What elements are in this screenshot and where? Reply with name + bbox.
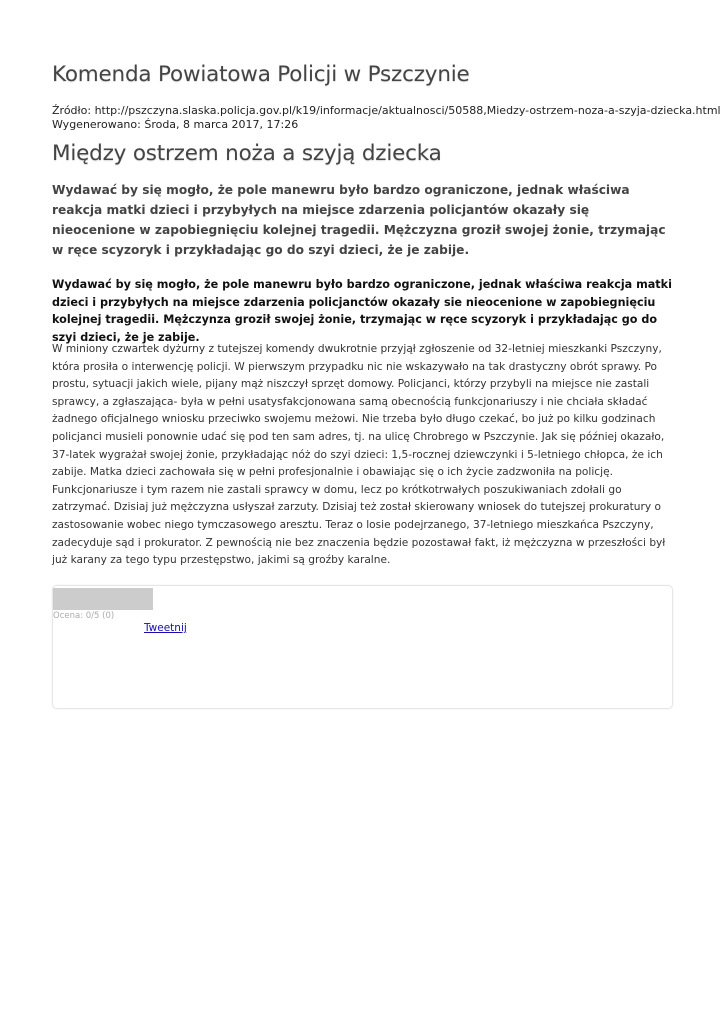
article-title: Między ostrzem noża a szyją dziecka xyxy=(52,141,442,166)
rating-panel xyxy=(52,585,673,709)
tweet-link[interactable]: Tweetnij xyxy=(144,622,187,634)
article-lead: Wydawać by się mogło, że pole manewru było bardzo ograniczone, jednak właściwa reakcja matki dzieci i przybyłych na miejsce zdarzenia policjantów okazały się nieocenione w zapobiegnięciu kolejnej tragedii. Mężczyzna groził swojej żonie, trzymając w ręce scyzoryk i przykładając go do szyi dzieci, że je zabije. xyxy=(52,183,666,257)
generated-line: Wygenerowano: Środa, 8 marca 2017, 17:26 xyxy=(52,118,299,131)
rating-label: Ocena: 0/5 (0) xyxy=(53,611,115,621)
site-title: Komenda Powiatowa Policji w Pszczynie xyxy=(52,62,470,87)
source-line: Źródło: http://pszczyna.slaska.policja.gov.pl/k19/informacje/aktualnosci/50588,Miedzy-ostrzem-noza-a-szyja-dziecka.html xyxy=(52,104,721,117)
article-body: W miniony czwartek dyżurny z tutejszej komendy dwukrotnie przyjął zgłoszenie od 32-letniej mieszkanki Pszczyny, która prosiła o interwencję policji. W pierwszym przypadku nic nie wskazywało na tak drastyczny obrót sprawy. Po prostu, sytuacji jakich wiele, pijany mąż niszczył sprzęt domowy. Policjanci, którzy przybyli na miejsce nie zastali sprawcy, a zgłaszająca- była w pełni usatysfakcjonowana samą obecnością funkcjonariuszy i nie chciała składać żadnego oficjalnego wniosku przeciwko swojemu meżowi. Nie trzeba było długo czekać, bo już po kilku godzinach policjanci musieli ponownie udać się pod ten sam adres, tj. na ulicę Chrobrego w Pszczynie. Jak się później okazało, 37-latek wygrażał swojej żonie, przykładając nóż do szyi dzieci: 1,5-rocznej dziewczynki i 5-letniego chłopca, że ich zabije. Matka dzieci zachowała się w pełni profesjonalnie i obawiając się o ich życie zadzwoniła na policję. Funkcjonariusze i tym razem nie zastali sprawcy w domu, lecz po krótkotrwałych poszukiwaniach zdołali go zatrzymać. Dzisiaj już mężczyzna usłyszał zarzuty. Dzisiaj też został skierowany wniosek do tutejszej prokuratury o zastosowanie wobec niego tymczasowego aresztu. Teraz o losie podejrzanego, 37-letniego mieszkańca Pszczyny, zadecyduje sąd i prokurator. Z pewnością nie bez znaczenia będzie pozostawał fakt, iż mężczyzna w przeszłości był już karany za tego typu przestępstwo, jakimi są groźby karalne. xyxy=(52,343,666,567)
article-lead-repeat: Wydawać by się mogło, że pole manewru było bardzo ograniczone, jednak właściwa reakcja matki dzieci i przybyłych na miejsce zdarzenia policjanctów okazały sie nieocenione w zapobiegnięciu kolejnej tragedii. Mężczynza groził swojej żonie, trzymając w ręce scyzoryk i przykładając go do szyi dzieci, że je zabije. xyxy=(52,278,672,344)
document-meta xyxy=(52,104,721,132)
rating-bar[interactable] xyxy=(53,588,153,610)
